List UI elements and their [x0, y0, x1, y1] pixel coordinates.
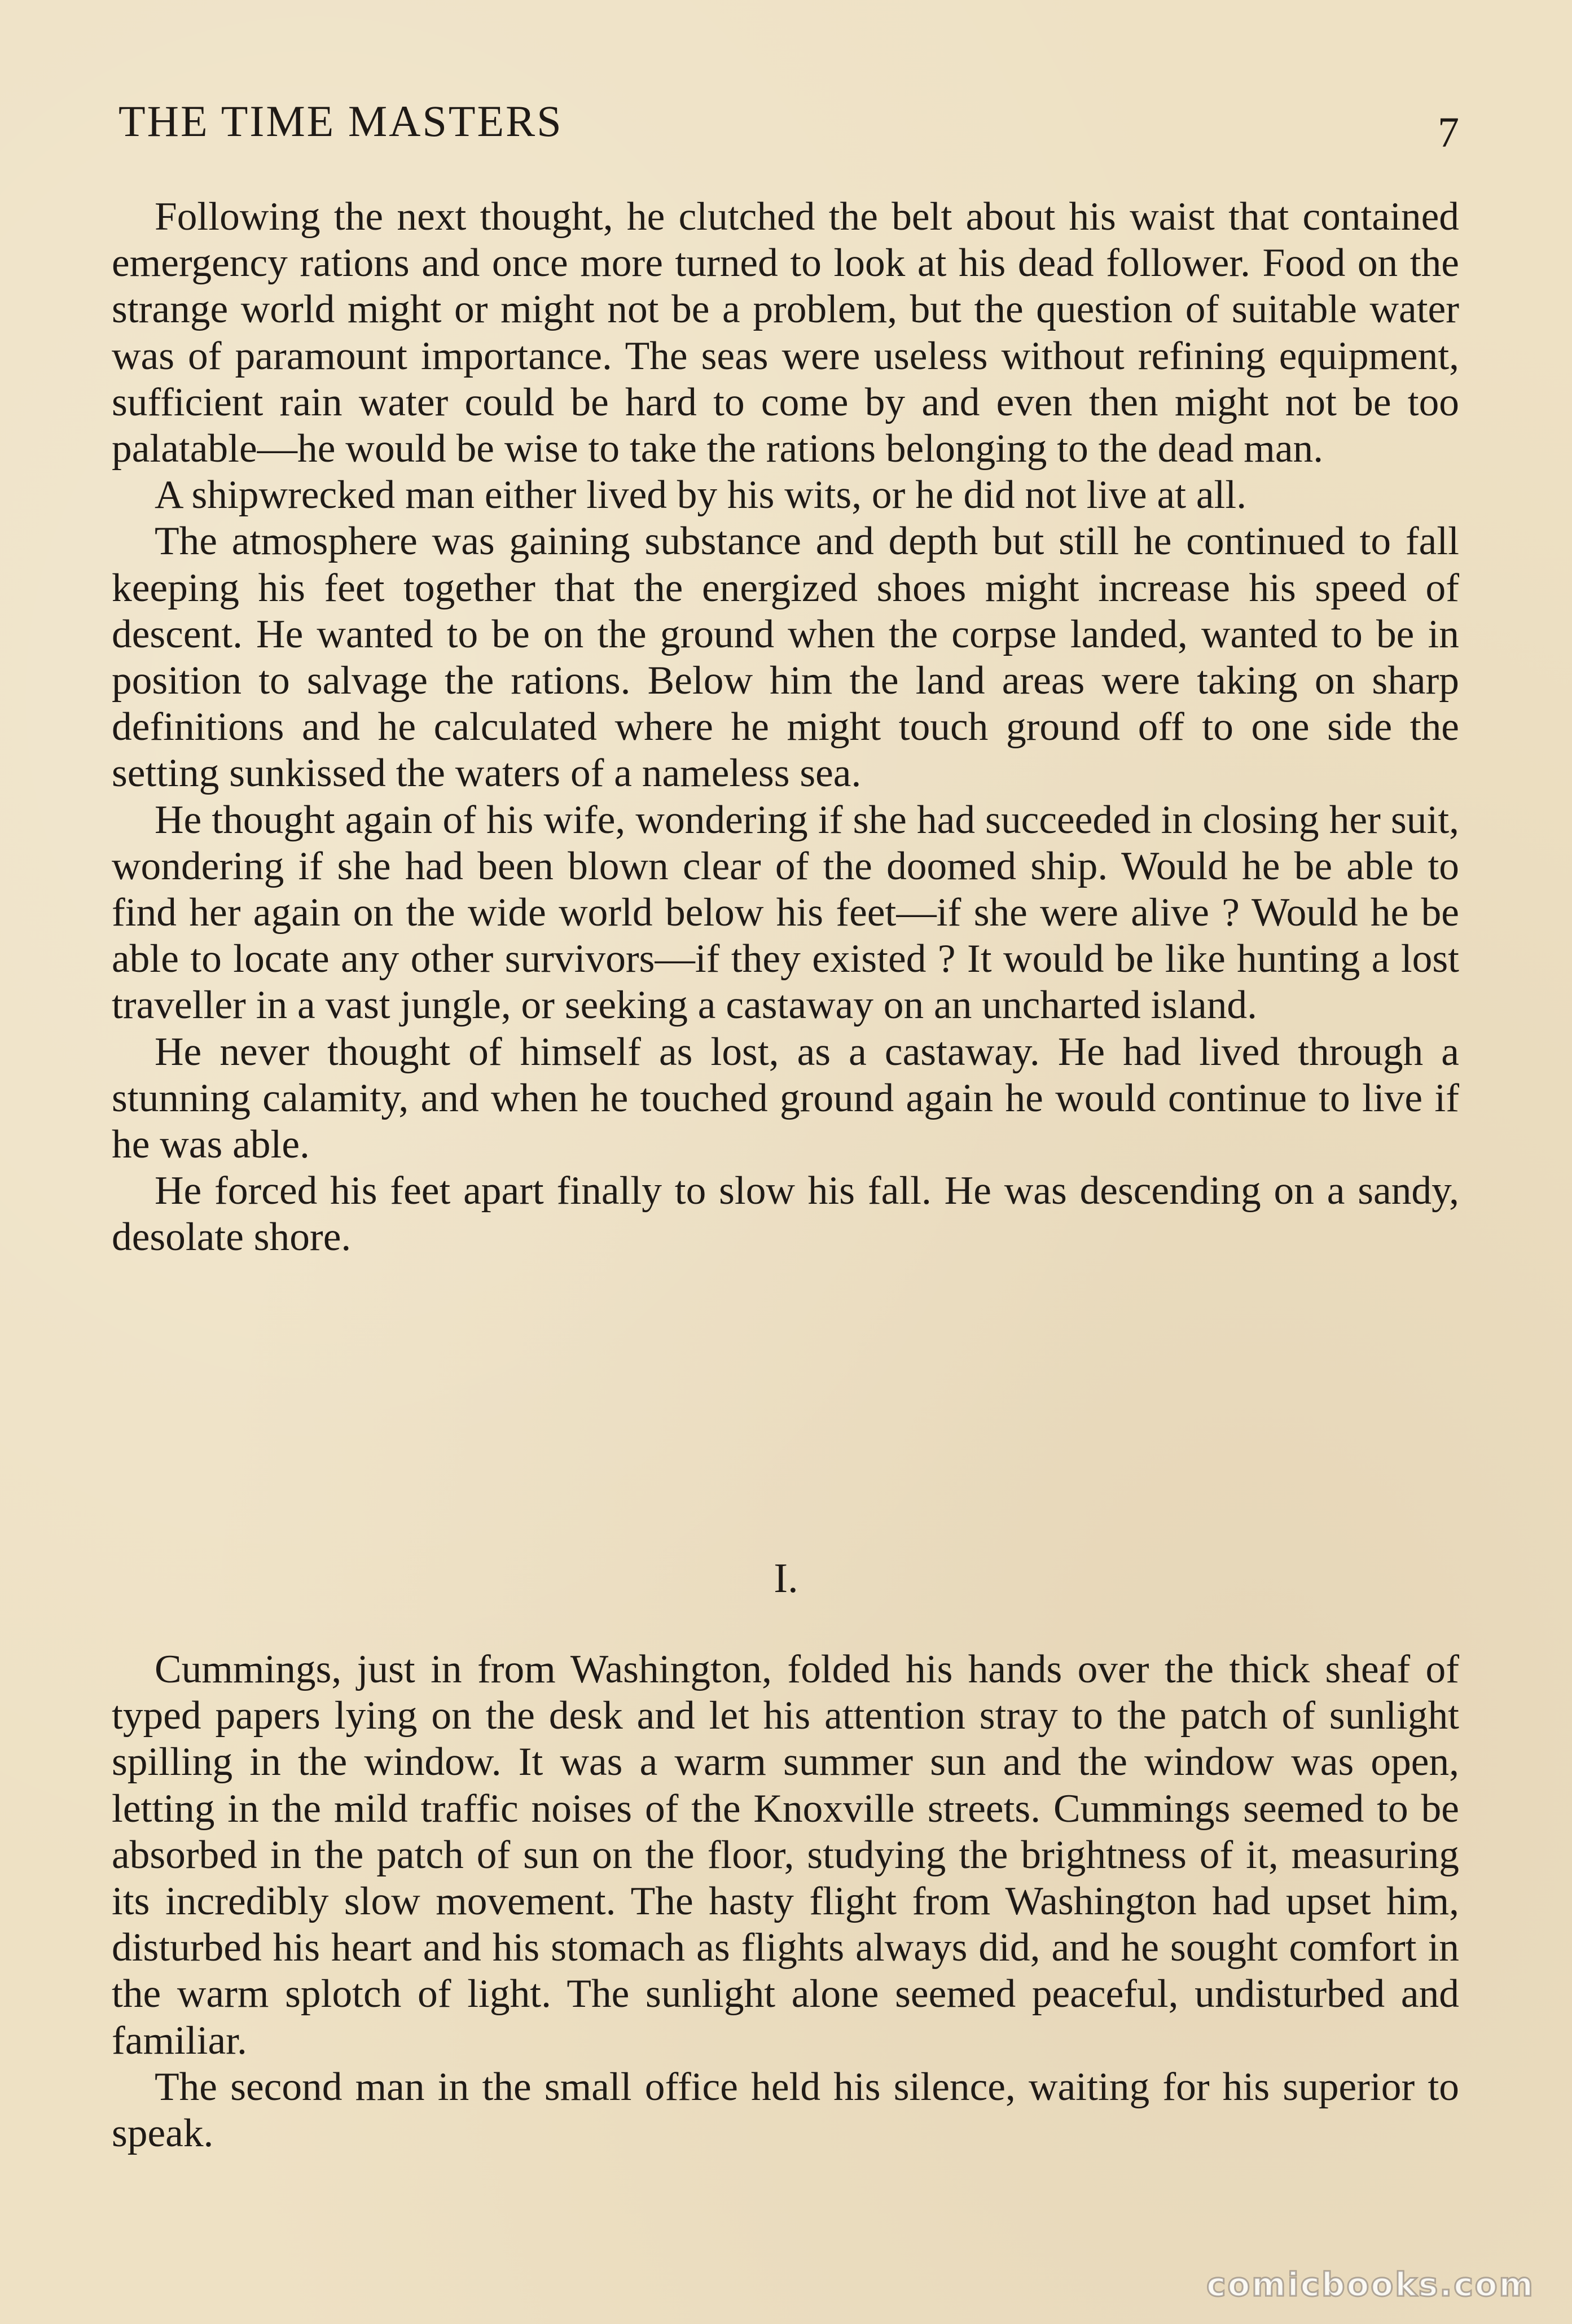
paragraph: He forced his feet apart finally to slow his fall. He was descending on a sandy, desolate shore. — [112, 1168, 1459, 1260]
paragraph: The second man in the small office held his silence, waiting for his superior to speak. — [112, 2064, 1459, 2156]
paragraph: He never thought of himself as lost, as a castaway. He had lived through a stunning calamity, and when he touched ground again he would continue to live if he was able. — [112, 1029, 1459, 1167]
paragraph: A shipwrecked man either lived by his wits, or he did not live at all. — [155, 472, 1247, 518]
paragraph: Following the next thought, he clutched the belt about his waist that contained emergency rations and once more turned to look at his dead follower. Food on the strange world might or might not be a problem, but the question of suitable water was of paramount importance. The seas were useless without refining equipment, sufficient rain water could be hard to come by and even then might not be too palatable—he would be wise to take the rations belonging to the dead man. — [112, 194, 1459, 471]
paragraph: Cummings, just in from Washington, folded his hands over the thick sheaf of typed papers lying on the desk and let his attention stray to the patch of sunlight spilling in the window. It was a warm summer sun and the window was open, letting in the mild traffic noises of the Knoxville streets. Cummings seemed to be absorbed in the patch of sun on the floor, studying the brightness of it, measuring its incredibly slow movement. The hasty flight from Washington had upset him, disturbed his heart and his stomach as flights always did, and he sought comfort in the warm splotch of light. The sunlight alone seemed peaceful, undisturbed and familiar. — [112, 1647, 1459, 2063]
page-number: 7 — [1438, 109, 1459, 156]
section-one-text — [112, 194, 1459, 1261]
paragraph: He thought again of his wife, wondering if she had succeeded in closing her suit, wondering if she had been blown clear of the doomed ship. Would he be able to find her again on the wide world below his feet—if she were alive ? Would he be able to locate any other survivors—if they existed ? It would be like hunting a lost traveller in a vast jungle, or seeking a castaway on an uncharted island. — [112, 797, 1459, 1028]
section-two-text — [112, 1646, 1459, 2156]
paragraph: The atmosphere was gaining substance and depth but still he continued to fall keeping his feet together that the energized shoes might increase his speed of descent. He wanted to be on the ground when the corpse landed, wanted to be in position to salvage the rations. Below him the land areas were taking on sharp definitions and he calculated where he might touch ground off to one side the setting sunkissed the waters of a nameless sea. — [112, 519, 1459, 796]
section-heading: I. — [774, 1555, 798, 1602]
watermark: comicbooks.com — [1206, 2265, 1535, 2304]
running-title: THE TIME MASTERS — [118, 97, 563, 146]
running-head — [118, 85, 1459, 156]
